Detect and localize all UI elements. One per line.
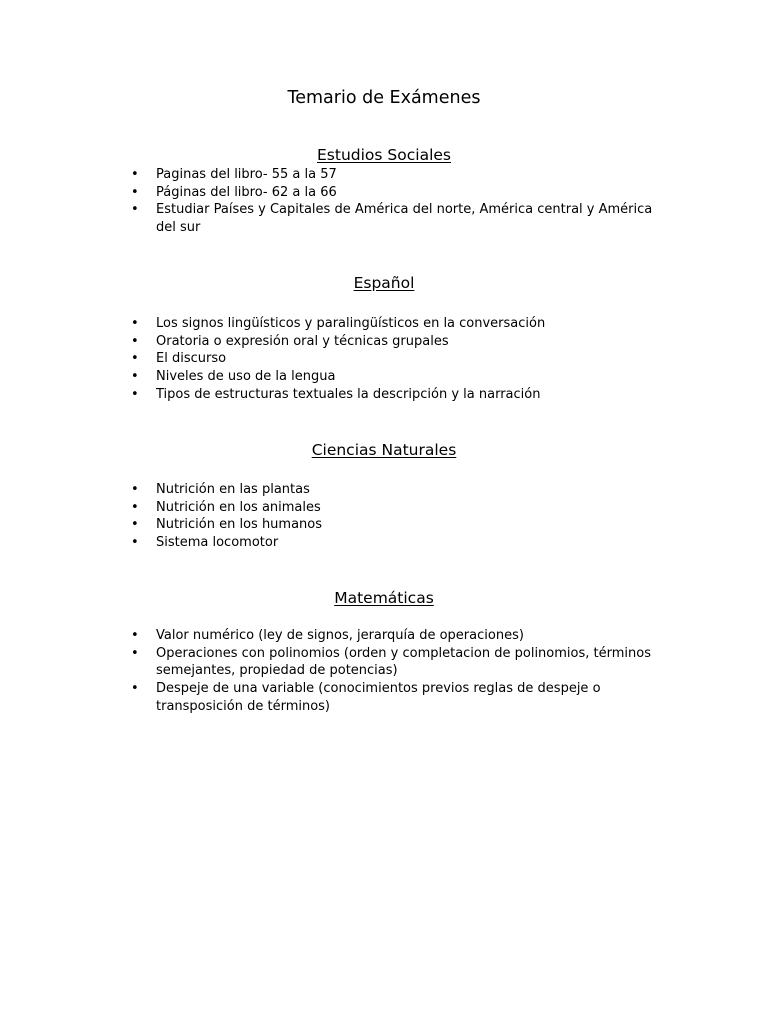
list-item [0,201,656,236]
bullet-icon: • [131,333,139,349]
section-heading-label: Español [353,274,415,292]
section-heading-label: Matemáticas [334,589,434,607]
bullet-icon: • [131,386,139,402]
list-item-text: Nutrición en los animales [156,499,321,515]
list-item [0,166,656,184]
bullet-icon: • [131,499,139,515]
bullet-icon: • [131,482,139,497]
list-item [0,499,656,517]
bullet-icon: • [131,316,139,331]
list-item-text: Sistema locomotor [156,535,279,551]
list-item [0,627,656,645]
list-item [0,368,656,386]
list-item [0,333,656,351]
section-heading-espanol [0,273,768,293]
list-ciencias-naturales [0,481,656,552]
bullet-icon: • [131,681,139,697]
document-title: Temario de Exámenes [287,88,481,108]
section-heading-estudios-sociales [0,145,768,165]
section-heading-label: Estudios Sociales [317,146,451,164]
list-item-text: Paginas del libro- 55 a la 57 [156,167,337,182]
list-matematicas [0,627,656,716]
list-espanol [0,315,656,404]
bullet-icon: • [131,167,139,182]
list-item [0,680,656,715]
bullet-icon: • [131,351,139,367]
list-item-text: Oratoria o expresión oral y técnicas grupales [156,333,449,349]
list-item-text: Nutrición en los humanos [156,517,323,533]
list-item-text: Niveles de uso de la lengua [156,369,336,385]
bullet-icon: • [131,535,139,551]
list-item [0,534,656,552]
list-estudios-sociales [0,166,656,237]
list-item-text: Tipos de estructuras textuales la descripción y la narración [156,386,541,402]
list-item [0,645,656,680]
list-item-text: Nutrición en las plantas [156,482,310,497]
bullet-icon: • [131,369,139,385]
list-item [0,184,656,202]
bullet-icon: • [131,628,139,643]
list-item-text: Despeje de una variable (conocimientos previos reglas de despeje o transposición de términos) [156,681,601,714]
list-item [0,386,656,404]
list-item [0,315,656,333]
bullet-icon: • [131,645,139,661]
list-item-text: Valor numérico (ley de signos, jerarquía de operaciones) [156,628,524,643]
list-item-text: Estudiar Países y Capitales de América del norte, América central y América del sur [156,202,653,236]
bullet-icon: • [131,517,139,533]
section-heading-label: Ciencias Naturales [311,441,457,459]
list-item [0,481,656,499]
list-item-text: Páginas del libro- 62 a la 66 [156,184,337,200]
list-item-text: El discurso [156,351,227,367]
list-item-text: Los signos lingüísticos y paralingüísticos en la conversación [156,316,546,331]
list-item [0,516,656,534]
list-item-text: Operaciones con polinomios (orden y completacion de polinomios, términos semejantes, propiedad de potencias) [156,645,651,679]
section-heading-ciencias-naturales [0,440,768,460]
section-heading-matematicas [0,588,768,608]
list-item [0,350,656,368]
bullet-icon: • [131,202,139,218]
bullet-icon: • [131,184,139,200]
